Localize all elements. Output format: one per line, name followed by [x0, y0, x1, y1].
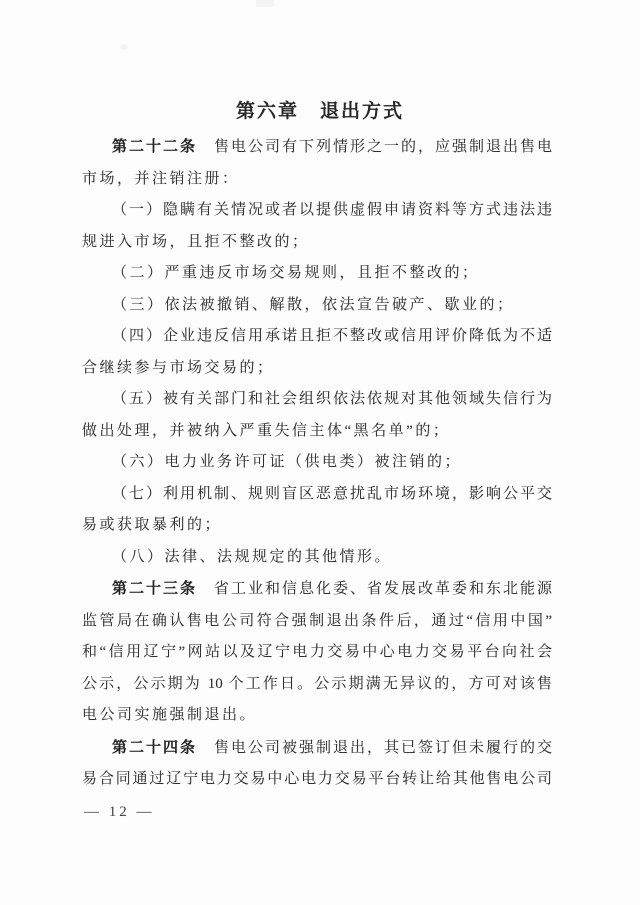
line-text: （四）企业违反信用承诺且拒不整改或信用评价降低为不适: [112, 328, 552, 344]
text-line: [82, 131, 552, 164]
item-2: [82, 258, 552, 290]
text-line: [82, 353, 552, 385]
text-line: [82, 764, 552, 796]
item-7: [82, 479, 552, 542]
line-text: 售电公司被强制退出，其已签订但未履行的交: [197, 739, 552, 756]
text-line: [82, 669, 552, 701]
text-line: [82, 637, 552, 669]
line-text: （三）依法被撤销、解散，依法宣告破产、歇业的；: [112, 296, 515, 313]
line-text: 监管局在确认售电公司符合强制退出条件后，通过“信用中国”: [82, 612, 552, 629]
line-text: 易合同通过辽宁电力交易中心电力交易平台转让给其他售电公司: [82, 771, 552, 787]
item-6: [82, 447, 552, 479]
line-text: 省工业和信息化委、省发展改革委和东北能源: [197, 581, 552, 597]
text-line: [82, 164, 552, 196]
scan-artifact: [256, 0, 274, 7]
line-text: （六）电力业务许可证（供电类）被注销的；: [112, 454, 463, 470]
line-text: 做出处理，并被纳入严重失信主体“黑名单”的；: [82, 422, 451, 439]
line-text: 公示，公示期为 10 个工作日。公示期满无异议的，方可对该售: [82, 675, 552, 692]
article-23: [82, 573, 552, 732]
text-line: [82, 700, 552, 732]
line-text: 合继续参与市场交易的；: [82, 359, 275, 376]
item-1: [82, 195, 552, 258]
text-line: [82, 542, 552, 574]
text-line: [82, 195, 552, 227]
text-line: [82, 732, 552, 765]
line-text: 规进入市场，且拒不整改的；: [82, 233, 310, 250]
document-body: [82, 131, 552, 796]
text-line: [82, 321, 552, 353]
text-line: [82, 606, 552, 638]
page-number: — 12 —: [84, 804, 155, 820]
text-line: [82, 479, 552, 511]
text-line: [82, 447, 552, 479]
line-text: （一）隐瞒有关情况或者以提供虚假申请资料等方式违法违: [112, 202, 552, 218]
line-text: 电公司实施强制退出。: [82, 707, 258, 723]
chapter-title: 第六章 退出方式: [235, 101, 404, 122]
text-line: [82, 510, 552, 542]
text-line: [82, 227, 552, 259]
scan-artifact: [120, 44, 128, 50]
text-line: [82, 290, 552, 322]
line-text: （七）利用机制、规则盲区恶意扰乱市场环境，影响公平交: [112, 485, 552, 502]
article-24: [82, 732, 552, 796]
text-line: [82, 416, 552, 448]
article-number: 第二十三条: [112, 580, 197, 597]
line-text: （八）法律、法规规定的其他情形。: [112, 548, 393, 565]
text-line: [82, 384, 552, 416]
article-number: 第二十二条: [112, 138, 197, 155]
text-line: [82, 258, 552, 290]
text-line: [82, 573, 552, 606]
line-text: 和“信用辽宁”网站以及辽宁电力交易中心电力交易平台向社会: [82, 644, 552, 660]
line-text: 市场，并注销注册：: [82, 170, 240, 187]
line-text: 售电公司有下列情形之一的，应强制退出售电: [197, 139, 552, 155]
item-4: [82, 321, 552, 384]
item-8: [82, 542, 552, 574]
line-text: （二）严重违反市场交易规则，且拒不整改的；: [112, 265, 480, 281]
article-22: [82, 131, 552, 195]
line-text: （五）被有关部门和社会组织依法依规对其他领域失信行为: [112, 391, 552, 407]
item-5: [82, 384, 552, 447]
item-3: [82, 290, 552, 322]
line-text: 易或获取暴利的；: [82, 517, 223, 533]
article-number: 第二十四条: [112, 738, 197, 756]
